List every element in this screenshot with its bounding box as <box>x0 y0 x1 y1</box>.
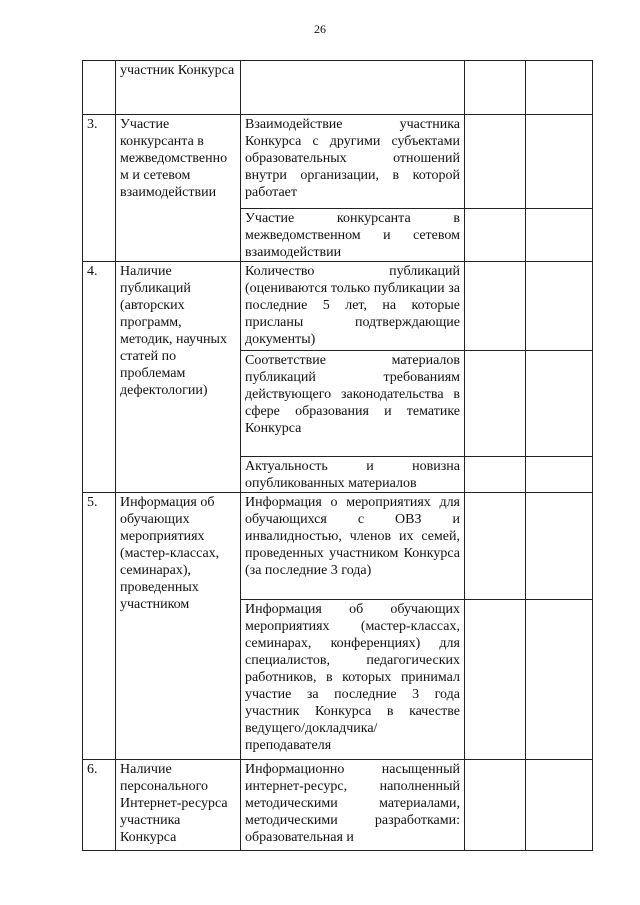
score-cell <box>526 262 593 351</box>
score-cell <box>465 457 526 493</box>
criterion-text: Участие конкурсанта в межведомственном и сетевом взаимодействии <box>241 209 465 262</box>
table-row <box>83 262 593 351</box>
score-cell <box>465 262 526 351</box>
row-number: 4. <box>83 262 116 493</box>
criterion-text: Информация о мероприятиях для обучающихся с ОВЗ и инвалидностью, членов их семей, проведенных участником Конкурса (за последние 3 года) <box>241 493 465 600</box>
criteria-table <box>82 60 593 851</box>
row-number: 3. <box>83 115 116 262</box>
score-cell <box>465 493 526 600</box>
score-cell <box>465 600 526 760</box>
criterion-text: Соответствие материалов публикаций требованиям действующего законодательства в сфере образования и тематике Конкурса <box>241 351 465 457</box>
table-row <box>83 115 593 209</box>
criterion-text: Актуальность и новизна опубликованных материалов <box>241 457 465 493</box>
indicator-name: участник Конкурса <box>116 61 241 115</box>
criterion-text: Взаимодействие участника Конкурса с другими субъектами образовательных отношений внутри организации, в которой работает <box>241 115 465 209</box>
score-cell <box>526 493 593 600</box>
indicator-name: Наличие персонального Интернет-ресурса участника Конкурса <box>116 760 241 851</box>
score-cell <box>465 61 526 115</box>
row-number: 5. <box>83 493 116 760</box>
row-number <box>83 61 116 115</box>
score-cell <box>526 457 593 493</box>
table-row <box>83 493 593 600</box>
score-cell <box>465 351 526 457</box>
indicator-name: Наличие публикаций (авторских программ, методик, научных статей по проблемам дефектологии) <box>116 262 241 493</box>
row-number: 6. <box>83 760 116 851</box>
indicator-name: Участие конкурсанта в межведомственно м и сетевом взаимодействии <box>116 115 241 262</box>
score-cell <box>465 209 526 262</box>
table-row <box>83 760 593 851</box>
score-cell <box>526 600 593 760</box>
score-cell <box>526 115 593 209</box>
indicator-name: Информация об обучающих мероприятиях (мастер-классах, семинарах), проведенных участником <box>116 493 241 760</box>
score-cell <box>526 209 593 262</box>
score-cell <box>465 115 526 209</box>
score-cell <box>526 61 593 115</box>
criterion-text <box>241 61 465 115</box>
criterion-text: Количество публикаций (оцениваются только публикации за последние 5 лет, на которые присланы подтверждающие документы) <box>241 262 465 351</box>
score-cell <box>465 760 526 851</box>
table-row <box>83 61 593 115</box>
score-cell <box>526 351 593 457</box>
page-number: 26 <box>314 22 326 36</box>
criterion-text: Информация об обучающих мероприятиях (мастер-классах, семинарах, конференциях) для специалистов, педагогических работников, в которых принимал участие за последние 3 года участник Конкурса в качестве ведущего/докладчика/ преподавателя <box>241 600 465 760</box>
score-cell <box>526 760 593 851</box>
criterion-text: Информационно насыщенный интернет-ресурс, наполненный методическими материалами, методическими разработками: образовательная и <box>241 760 465 851</box>
